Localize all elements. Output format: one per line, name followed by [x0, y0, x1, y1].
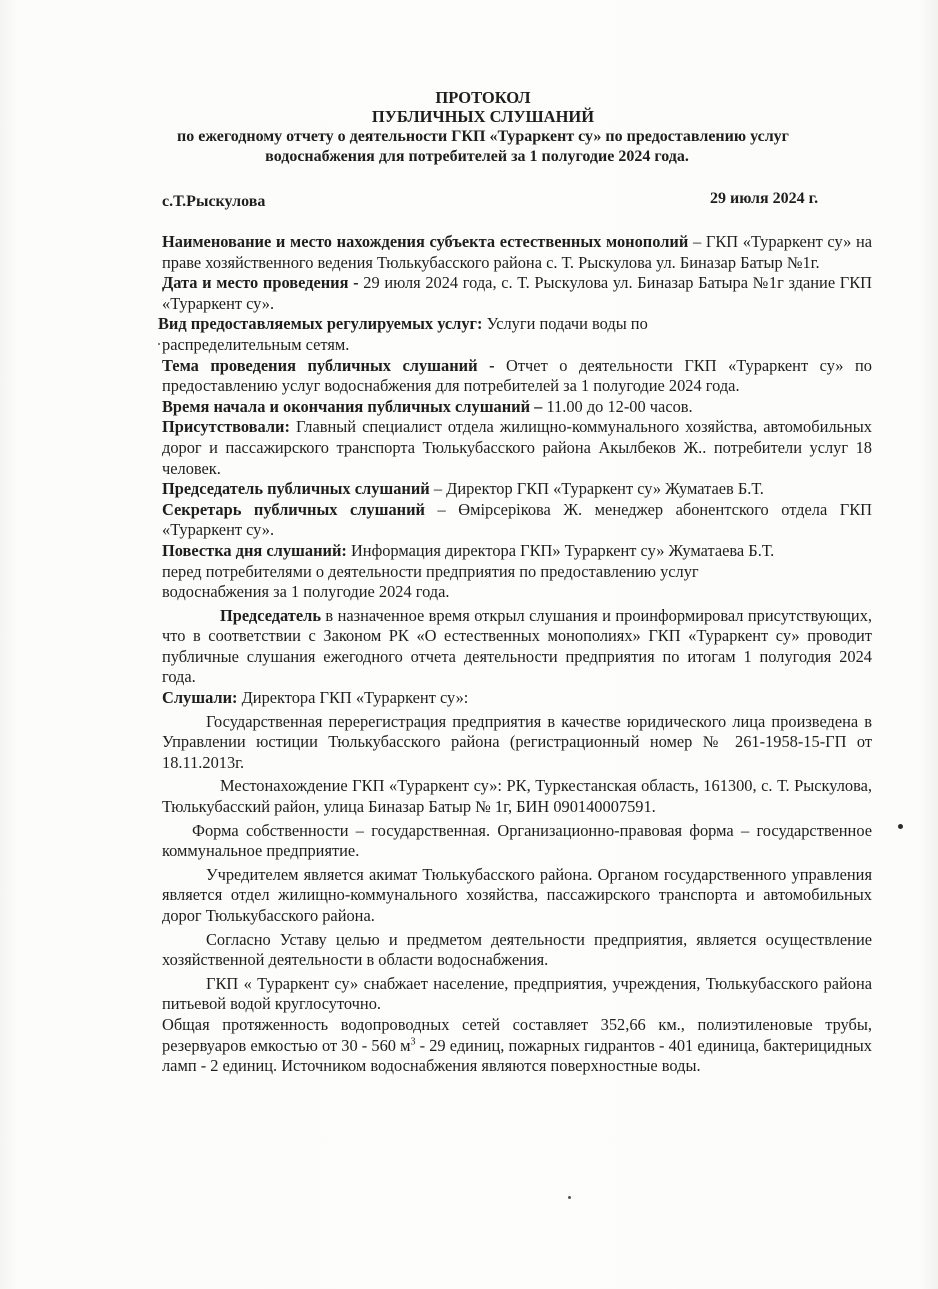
time-label: Время начала и окончания публичных слушаний – [162, 396, 543, 416]
topic-paragraph [162, 356, 872, 397]
location-paragraph: Местонахождение ГКП «Тураркент су»: РК, Туркестанская область, 161300, с. Т. Рыскулова, Тюлькубасский район, улица Биназар Батыр № 1г, БИН 090140007591. [162, 776, 872, 817]
datetime-paragraph [162, 273, 872, 314]
doc-body [158, 232, 873, 1077]
scan-dot-mark [898, 824, 903, 829]
agenda-text: Информация директора ГКП» Тураркент су» Жуматаева Б.Т. [346, 540, 775, 560]
supply-paragraph: ГКП « Тураркент су» снабжает население, предприятия, учреждения, Тюлькубасского района питьевой водой круглосуточно. [162, 973, 872, 1014]
heard-text: Директора ГКП «Тураркент су»: [237, 688, 469, 708]
service-label: Вид предоставляемых регулируемых услуг: [158, 314, 483, 334]
doc-subject-line-1: по ежегодному отчету о деятельности ГКП «Тураркент су» по предоставлению услуг [177, 128, 789, 145]
service-paragraph-cont: распределительным сетям. [162, 334, 350, 354]
heard-paragraph [162, 688, 872, 709]
service-paragraph [158, 314, 872, 335]
time-paragraph [162, 397, 872, 418]
entity-paragraph [162, 232, 872, 273]
entity-label: Наименование и место нахождения субъекта естественных монополий [162, 232, 689, 251]
doc-subtitle: ПУБЛИЧНЫХ СЛУШАНИЙ [371, 107, 595, 126]
time-text: 11.00 до 12-00 часов. [542, 396, 693, 416]
scan-speck-mark [568, 1196, 571, 1199]
agenda-paragraph [162, 541, 872, 562]
doc-title: ПРОТОКОЛ [435, 88, 531, 107]
topic-text: Отчет о деятельности ГКП «Тураркент су» по предоставлению услуг водоснабжения для потребителей за 1 полугодие 2024 года. [162, 355, 872, 396]
agenda-paragraph-cont-1: перед потребителями о деятельности предприятия по предоставлению услуг [162, 561, 699, 581]
network-text-2: - 29 единиц, пожарных гидрантов - 401 единица, бактерицидных ламп - 2 единиц. Источником водоснабжения являются поверхностные воды. [162, 1035, 872, 1076]
entity-text: – ГКП «Тураркент су» на праве хозяйственного ведения Тюлькубасского района с. Т. Рыскулова ул. Биназар Батыр №1г. [162, 232, 873, 272]
service-text: Услуги подачи воды по [482, 314, 648, 334]
secretary-text: – Өмірсерікова Ж. менеджер абонентского отдела ГКП «Тураркент су». [162, 499, 872, 540]
doc-date: 29 июля 2024 г. [710, 190, 819, 207]
network-sup: 3 [410, 1036, 416, 1048]
charter-paragraph: Согласно Уставу целью и предметом деятельности предприятия, является осуществление хозяйственной деятельности в области водоснабжения. [162, 929, 872, 970]
opening-text: в назначенное время открыл слушания и проинформировал присутствующих, что в соответствии с Законом РК «О естественных монополиях» ГКП «Тураркент су» проводит публичные слушания ежегодного отчета деятельности предприятия по итогам 1 полугодия 2024 года. [162, 605, 872, 687]
agenda-paragraph-cont-2: водоснабжения за 1 полугодие 2024 года. [162, 582, 450, 602]
chair-paragraph [162, 479, 872, 500]
founder-paragraph: Учредителем является акимат Тюлькубасского района. Органом государственного управления является отдел жилищно-коммунального хозяйства, пассажирского транспорта и автомобильных дорог Тюлькубасского района. [162, 864, 872, 925]
present-label: Присутствовали: [162, 417, 290, 437]
scan-speck-mark [158, 343, 160, 345]
doc-place: с.Т.Рыскулова [162, 193, 266, 210]
registration-paragraph: Государственная перерегистрация предприятия в качестве юридического лица произведена в Управлении юстиции Тюлькубасского района (регистрационный номер № 261-1958-15-ГП от 18.11.2013г. [162, 711, 872, 772]
topic-label: Тема проведения публичных слушаний - [162, 355, 495, 375]
opening-paragraph [162, 606, 872, 688]
datetime-text: 29 июля 2024 года, с. Т. Рыскулова ул. Биназар Батыра №1г здание ГКП «Тураркент су». [162, 273, 873, 313]
ownership-paragraph: Форма собственности – государственная. Организационно-правовая форма – государственное коммунальное предприятие. [162, 820, 872, 861]
present-text: Главный специалист отдела жилищно-коммунального хозяйства, автомобильных дорог и пассажирского транспорта Тюлькубасского района Акылбеков Ж.. потребители услуг 18 человек. [162, 417, 872, 478]
secretary-label: Секретарь публичных слушаний [162, 499, 425, 519]
agenda-label: Повестка дня слушаний: [162, 540, 347, 560]
secretary-paragraph [162, 500, 872, 541]
chair-label: Председатель публичных слушаний [162, 479, 430, 499]
opening-label: Председатель [220, 605, 322, 625]
present-paragraph [162, 417, 872, 479]
heard-label: Слушали: [162, 688, 238, 708]
chair-text: – Директор ГКП «Тураркент су» Жуматаев Б.Т. [429, 479, 764, 499]
network-text-1: Общая протяженность водопроводных сетей составляет 352,66 км., полиэтиленовые трубы, резервуаров емкостью от 30 - 560 м [162, 1014, 872, 1055]
network-paragraph [162, 1015, 872, 1077]
doc-subject-line-2: водоснабжения для потребителей за 1 полугодие 2024 года. [265, 148, 689, 165]
datetime-label: Дата и место проведения - [162, 273, 359, 293]
